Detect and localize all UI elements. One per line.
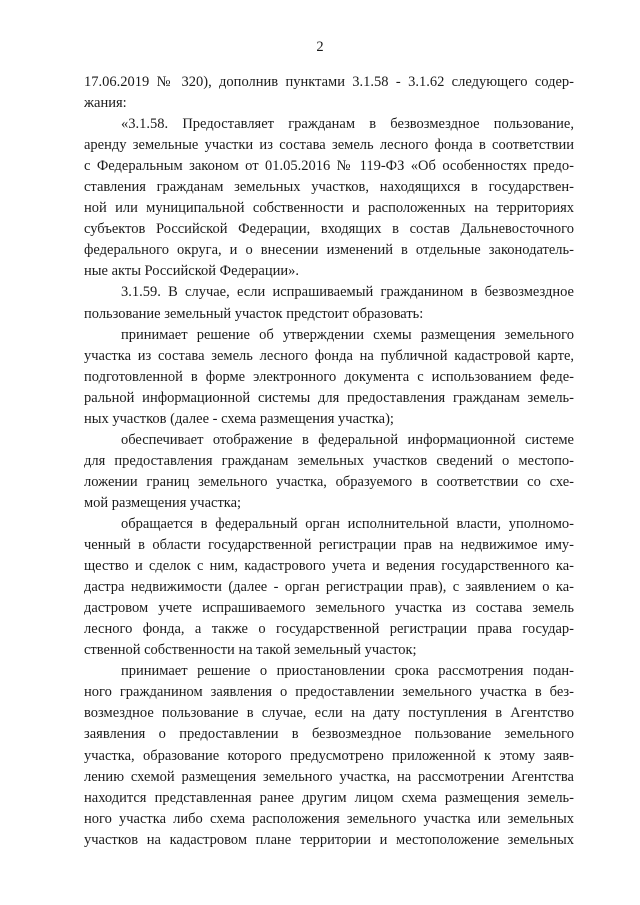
text-line: мой размещения участка; — [84, 494, 242, 511]
text-line: принимает решение об утверждении схемы размещения земельного — [121, 326, 574, 343]
text-line: ных участков (далее - схема размещения участка); — [84, 410, 394, 427]
page-number: 2 — [316, 39, 324, 55]
text-line: ложении границ земельного участка, образуемого в соответствии со схе- — [84, 473, 574, 490]
text-line: для предоставления гражданам земельных участков сведений о местопо- — [84, 452, 574, 469]
text-line: ные акты Российской Федерации». — [84, 263, 299, 280]
text-line: заявления о предоставлении в безвозмездное пользование земельного — [84, 726, 574, 743]
text-line: федерального округа, и о внесении изменений в отдельные законодатель- — [84, 242, 574, 259]
text-line: с Федеральным законом от 01.05.2016 № 119-ФЗ «Об особенностях предо- — [84, 158, 574, 175]
text-line: ченный в области государственной регистрации прав на недвижимое иму- — [84, 537, 574, 554]
text-line: возмездное пользование в случае, если на дату поступления в Агентство — [84, 705, 574, 722]
text-line: 3.1.59. В случае, если испрашиваемый гражданином в безвозмездное — [121, 284, 574, 301]
text-line: ральной информационной системы для предоставления гражданам земель- — [84, 389, 574, 406]
text-line: «3.1.58. Предоставляет гражданам в безвозмездное пользование, — [121, 116, 574, 133]
text-line: пользование земельный участок предстоит образовать: — [84, 305, 424, 322]
text-line: ной или муниципальной собственности и расположенных на территориях — [84, 200, 574, 217]
text-line: подготовленной в форме электронного документа с использованием феде- — [84, 368, 574, 385]
text-line: обращается в федеральный орган исполнительной власти, уполномо- — [121, 515, 574, 532]
text-line: ственной собственности на такой земельный участок; — [84, 642, 417, 659]
text-line: обеспечивает отображение в федеральной информационной системе — [121, 431, 574, 448]
text-line: лесного фонда, а также о государственной регистрации права государ- — [84, 621, 574, 638]
text-line: дастра недвижимости (далее - орган регистрации прав), с заявлением о ка- — [84, 579, 574, 596]
text-line: дастровом учете испрашиваемого земельного участка из состава земель — [84, 600, 574, 617]
text-line: находится представленная ранее другим лицом схема размещения земель- — [84, 789, 574, 806]
text-line: 17.06.2019 № 320), дополнив пунктами 3.1.58 - 3.1.62 следующего содер- — [84, 74, 574, 90]
text-line: аренду земельные участки из состава земель лесного фонда в соответствии — [84, 137, 574, 154]
text-line: субъектов Российской Федерации, входящих в состав Дальневосточного — [84, 221, 574, 238]
text-line: участка, образование которого предусмотрено приложенной к этому заяв- — [84, 747, 574, 764]
text-line: щество и сделок с ним, кадастрового учета и ведения государственного ка- — [84, 558, 574, 575]
text-line: ного гражданином заявления о предоставлении земельного участка в без- — [84, 684, 574, 701]
text-line: жания: — [84, 95, 127, 112]
text-line: ного участка либо схема расположения земельного участка или земельных — [84, 810, 574, 827]
text-line: участка из состава земель лесного фонда на публичной кадастровой карте, — [84, 347, 574, 364]
text-line: лению схемой размещения земельного участка, на рассмотрении Агентства — [84, 768, 574, 785]
document-body — [84, 72, 574, 851]
text-line: ставления гражданам земельных участков, находящихся в государствен- — [84, 179, 574, 196]
text-line: принимает решение о приостановлении срока рассмотрения подан- — [121, 663, 574, 680]
text-line: участков на кадастровом плане территории и местоположение земельных — [84, 831, 574, 848]
